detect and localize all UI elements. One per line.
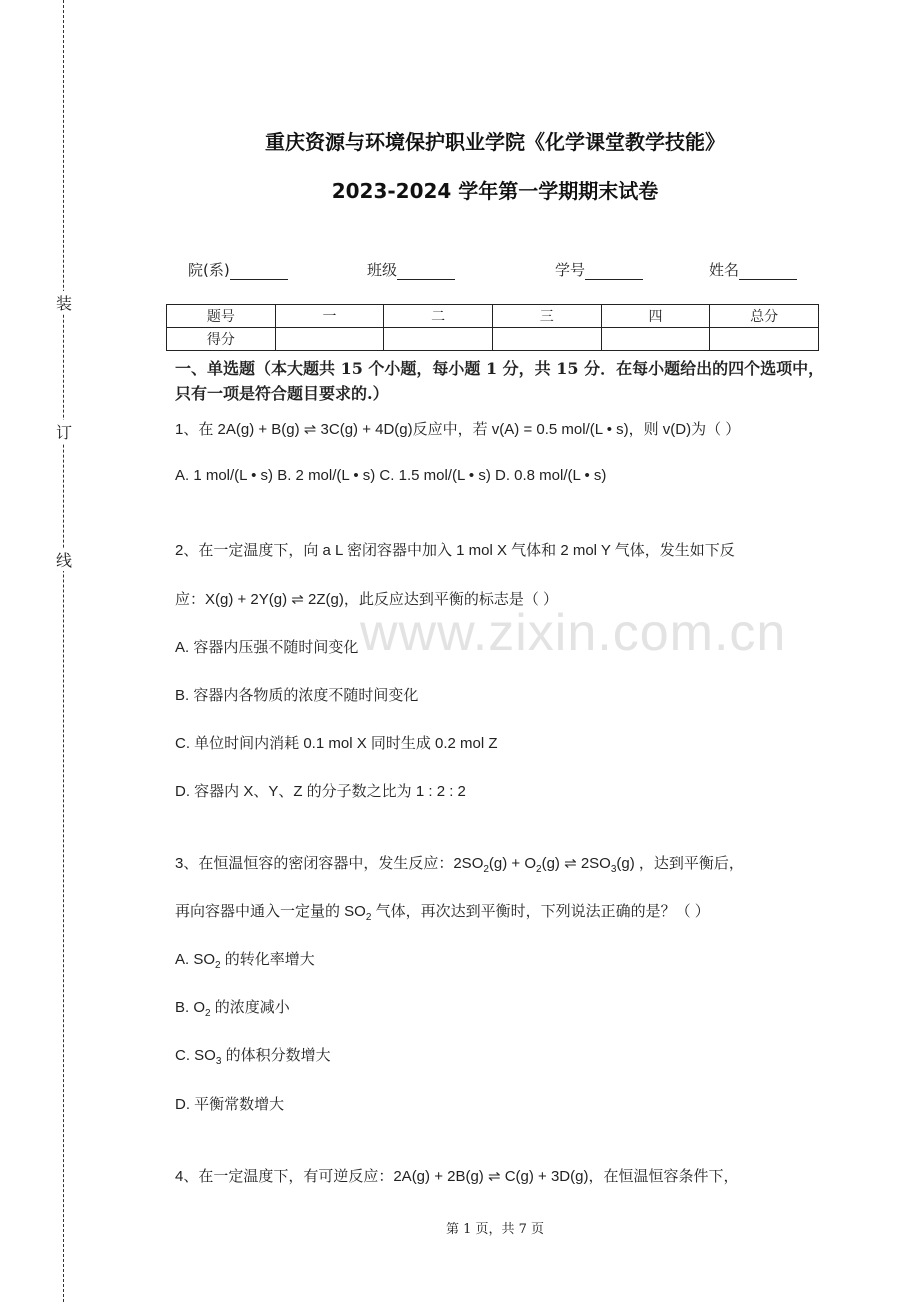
page-footer: 第 1 页，共 7 页 (445, 1222, 545, 1237)
q3-option-a (175, 948, 315, 971)
class-blank[interactable] (397, 265, 455, 280)
option-part: 的浓度减小 (210, 999, 290, 1016)
q3-stem-part: 气体，再次达到平衡时，下列说法正确的是？（ ） (371, 903, 710, 920)
q3-stem-part: (g) ，达到平衡后， (616, 855, 744, 872)
subscript: 3 (215, 1056, 222, 1067)
q3-stem-part: 3、在恒温恒容的密闭容器中，发生反应：2SO (175, 855, 484, 872)
score-row-label: 得分 (167, 328, 276, 351)
subscript: 2 (205, 1008, 211, 1019)
q2-stem-line1: 2、在一定温度下，向 a L 密闭容器中加入 1 mol X 气体和 2 mol Y 气体，发生如下反 (175, 542, 735, 559)
binding-char-zhuang: 装 (55, 291, 73, 314)
q3-stem-line2 (175, 900, 710, 923)
score-cell[interactable] (710, 328, 819, 351)
subscript: 2 (215, 960, 221, 971)
score-cell[interactable] (384, 328, 493, 351)
q2-stem-line2: 应：X(g) + 2Y(g) ⇌ 2Z(g)，此反应达到平衡的标志是（ ） (175, 591, 559, 608)
q4-stem: 4、在一定温度下，有可逆反应：2A(g) + 2B(g) ⇌ C(g) + 3D(g)，在恒温恒容条件下， (175, 1168, 739, 1185)
q3-stem-part: (g) ⇌ 2SO (541, 855, 611, 872)
option-part: A. SO (175, 951, 216, 968)
dept-label: 院(系) (188, 261, 230, 279)
option-part: 的体积分数增大 (221, 1047, 331, 1064)
q1-options: A. 1 mol/(L • s) B. 2 mol/(L • s) C. 1.5 mol/(L • s) D. 0.8 mol/(L • s) (175, 467, 607, 484)
score-header-cell: 题号 (167, 305, 276, 328)
option-part: C. SO (175, 1047, 216, 1064)
q3-option-b (175, 996, 290, 1019)
option-part: 的转化率增大 (220, 951, 315, 968)
score-table-score-row (167, 328, 819, 351)
q2-option-a: A. 容器内压强不随时间变化 (175, 639, 359, 656)
score-header-cell: 一 (275, 305, 384, 328)
name-blank[interactable] (739, 265, 797, 280)
option-part: B. O (175, 999, 206, 1016)
binding-char-xian: 线 (55, 548, 73, 571)
score-header-cell: 三 (492, 305, 601, 328)
q3-stem-part: 再向容器中通入一定量的 SO (175, 903, 366, 920)
student-id-label: 学号 (555, 261, 586, 279)
name-field[interactable] (709, 259, 797, 280)
subscript: 2 (536, 864, 542, 875)
name-label: 姓名 (709, 261, 740, 279)
score-table (166, 304, 819, 351)
q3-stem-part: (g) + O (488, 855, 537, 872)
subscript: 2 (365, 912, 372, 923)
section-heading: 一、单选题（本大题共 15 个小题，每小题 1 分，共 15 分．在每小题给出的四个选项中，只有一项是符合题目要求的.） (175, 359, 825, 403)
score-table-header-row (167, 305, 819, 328)
score-cell[interactable] (275, 328, 384, 351)
watermark: www.zixin.com.cn (360, 604, 787, 662)
class-field[interactable] (367, 259, 455, 280)
student-id-field[interactable] (555, 259, 643, 280)
q2-option-b: B. 容器内各物质的浓度不随时间变化 (175, 687, 419, 704)
subscript: 3 (610, 864, 617, 875)
q2-option-c: C. 单位时间内消耗 0.1 mol X 同时生成 0.2 mol Z (175, 735, 498, 752)
exam-title-line1: 重庆资源与环境保护职业学院《化学课堂教学技能》 (265, 130, 725, 154)
q3-option-d: D. 平衡常数增大 (175, 1096, 285, 1113)
exam-title-line2: 2023-2024 学年第一学期期末试卷 (331, 179, 659, 203)
score-header-cell: 二 (384, 305, 493, 328)
q1-stem: 1、在 2A(g) + B(g) ⇌ 3C(g) + 4D(g)反应中，若 v(A) = 0.5 mol/(L • s)，则 v(D)为（ ） (175, 421, 741, 438)
q3-stem-line1 (175, 852, 744, 875)
q3-option-c (175, 1044, 331, 1067)
binding-char-ding: 订 (55, 420, 73, 443)
subscript: 2 (483, 864, 489, 875)
dept-field[interactable] (188, 259, 288, 280)
student-id-blank[interactable] (585, 265, 643, 280)
score-header-cell: 总分 (710, 305, 819, 328)
q2-option-d: D. 容器内 X、Y、Z 的分子数之比为 1 : 2 : 2 (175, 783, 466, 800)
class-label: 班级 (367, 261, 398, 279)
score-header-cell: 四 (601, 305, 710, 328)
score-cell[interactable] (492, 328, 601, 351)
dept-blank[interactable] (230, 265, 288, 280)
score-cell[interactable] (601, 328, 710, 351)
